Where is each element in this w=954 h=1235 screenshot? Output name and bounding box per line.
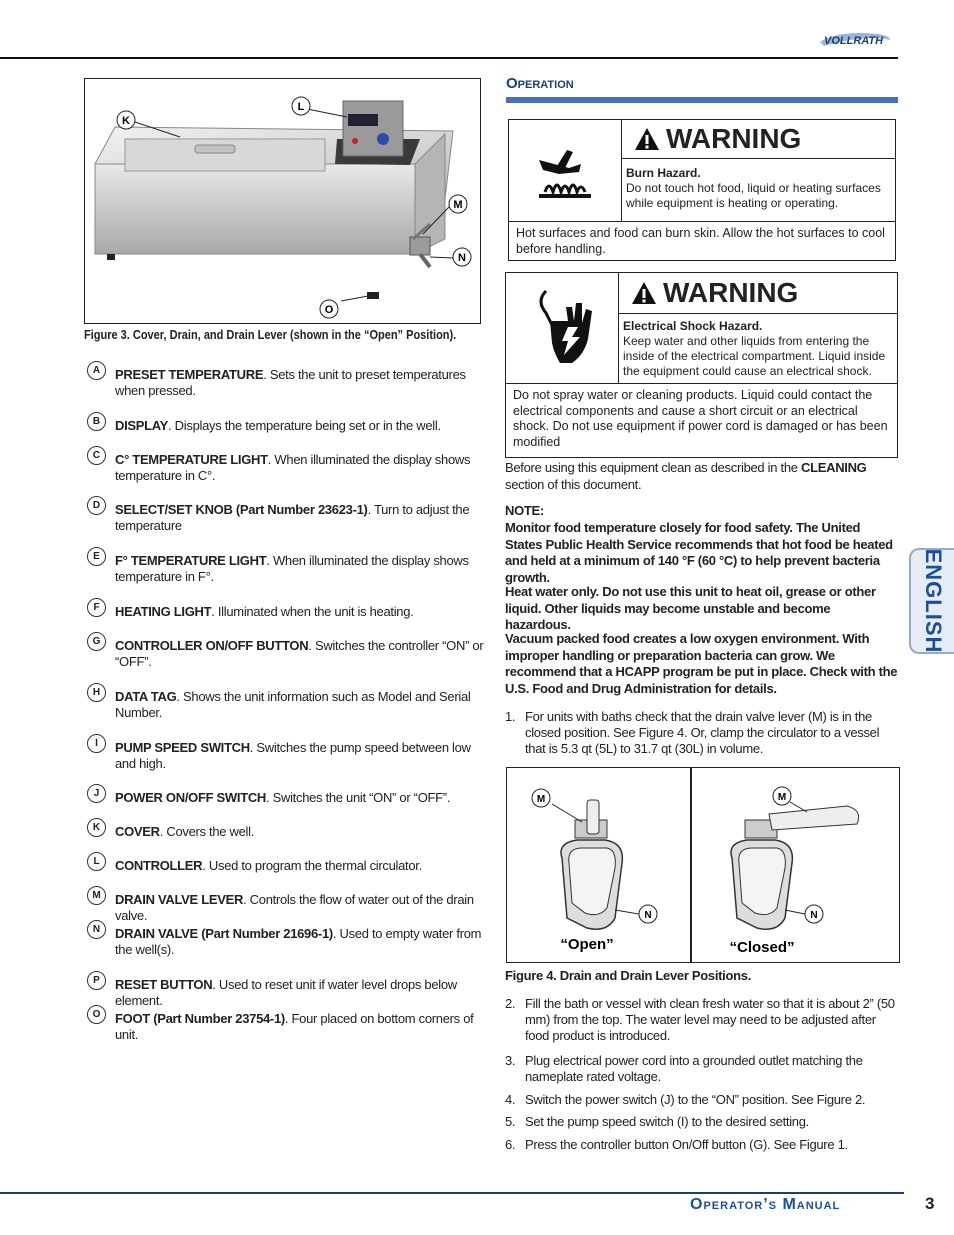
callout-m	[449, 195, 467, 213]
footer-manual-title: Operator’s Manual	[690, 1196, 841, 1213]
warning-detail: Do not spray water or cleaning products. Liquid could contact the electrical components and cause a short circuit or an electrical shock. Do not use equipment if power cord is damaged or has been modified	[506, 383, 897, 454]
svg-text:M: M	[453, 199, 463, 211]
legend-badge: J	[87, 784, 106, 803]
callout-o	[320, 300, 338, 318]
legend-term: DRAIN VALVE LEVER	[115, 892, 244, 907]
svg-text:L: L	[297, 101, 305, 113]
legend-term: PUMP SPEED SWITCH	[115, 740, 250, 755]
burn-hazard-icon	[509, 120, 621, 221]
electrical-warning-box	[505, 272, 898, 458]
legend-badge: I	[87, 734, 106, 753]
legend-term: C° TEMPERATURE LIGHT	[115, 452, 268, 467]
legend-desc: . Sets the unit to preset temperatures when pressed.	[115, 367, 466, 398]
legend-desc: . When illuminated the display shows temperature in C°.	[115, 452, 471, 483]
burn-hazard-icon-cell	[509, 120, 622, 221]
burn-warning-box	[508, 119, 896, 261]
shock-hazard-icon-cell	[506, 273, 619, 383]
legend-badge: E	[87, 547, 106, 566]
legend-term: DISPLAY	[115, 418, 169, 433]
note-label: NOTE:	[505, 503, 544, 518]
legend-desc: . Switches the unit “ON” or “OFF”.	[266, 790, 451, 805]
legend-badge: N	[87, 920, 106, 939]
warning-title: WARNING	[663, 277, 799, 308]
legend-badge: O	[87, 1005, 106, 1024]
svg-text:O: O	[324, 304, 334, 316]
figure-4-illustration	[506, 767, 900, 963]
legend-desc: . Shows the unit information such as Model and Serial Number.	[115, 689, 471, 720]
intro-paragraph: Before using this equipment clean as described in the CLEANING section of this document.	[505, 460, 867, 492]
legend-term: FOOT (Part Number 23754-1)	[115, 1011, 285, 1026]
warning-triangle-icon	[631, 281, 657, 305]
legend-term: RESET BUTTON	[115, 977, 213, 992]
warning-triangle-icon	[634, 127, 660, 151]
warning-detail: Hot surfaces and food can burn skin. Allow the hot surfaces to cool before handling.	[509, 221, 895, 261]
legend-badge: P	[87, 971, 106, 990]
legend-term: CONTROLLER	[115, 858, 203, 873]
legend-desc: . When illuminated the display shows temperature in F°.	[115, 553, 469, 584]
legend-badge: G	[87, 632, 106, 651]
svg-text:M: M	[777, 792, 787, 803]
legend-badge: D	[87, 496, 106, 515]
svg-text:N: N	[644, 910, 652, 921]
callout-n-open	[639, 905, 657, 923]
callout-n-closed	[805, 905, 823, 923]
valve-open	[552, 800, 639, 929]
svg-text:VOLLRATH: VOLLRATH	[824, 35, 884, 47]
note-vacuum-packed: Vacuum packed food creates a low oxygen environment. With improper handling or preparation bacteria can grow. We recommend that a HCAPP program be put in place. Check with the U.S. Food and Drug Administration for details.	[505, 631, 898, 696]
callout-l	[292, 97, 310, 115]
warning-header	[619, 273, 897, 314]
language-tab-english[interactable]: ENGLISH	[909, 548, 954, 654]
legend-desc: . Switches the controller “ON” or “OFF”.	[115, 638, 484, 669]
legend-term: COVER	[115, 824, 160, 839]
legend-term: DATA TAG	[115, 689, 177, 704]
legend-badge: M	[87, 886, 106, 905]
closed-label: “Closed”	[729, 939, 795, 956]
legend-badge: C	[87, 446, 106, 465]
hazard-title: Electrical Shock Hazard.	[623, 319, 763, 333]
footer-rule	[0, 1192, 904, 1194]
callout-k	[117, 111, 135, 129]
legend-term: PRESET TEMPERATURE	[115, 367, 264, 382]
warning-header	[622, 120, 895, 159]
page-number: 3	[925, 1194, 935, 1213]
heading-bar	[506, 97, 898, 103]
legend-badge: B	[87, 412, 106, 431]
header-rule	[0, 57, 898, 59]
note-heat-water-only: Heat water only. Do not use this unit to heat oil, grease or other liquid. Other liquids may become unstable and become hazardous.	[505, 584, 876, 632]
legend-badge: F	[87, 598, 106, 617]
electric-shock-icon	[506, 273, 618, 383]
svg-text:N: N	[810, 910, 818, 921]
figure-3-caption: Figure 3. Cover, Drain, and Drain Lever (shown in the “Open” Position).	[84, 328, 457, 342]
legend-term: POWER ON/OFF SWITCH	[115, 790, 267, 805]
svg-text:M: M	[536, 794, 546, 805]
callout-m-open	[532, 789, 550, 807]
legend-desc: . Used to reset unit if water level drops below element.	[115, 977, 457, 1008]
legend-term: F° TEMPERATURE LIGHT	[115, 553, 267, 568]
legend-badge: A	[87, 361, 106, 380]
hazard-text: Keep water and other liquids from entering the inside of the electrical compartment. Liquid inside the equipment could cause an electrical shock.	[623, 334, 886, 378]
legend-desc: . Four placed on bottom corners of unit.	[115, 1011, 474, 1042]
legend-desc: . Switches the pump speed between low and high.	[115, 740, 471, 771]
legend-desc: . Used to program the thermal circulator.	[202, 858, 422, 873]
hazard-text: Do not touch hot food, liquid or heating surfaces while equipment is heating or operating.	[626, 181, 881, 210]
legend-desc: . Covers the well.	[159, 824, 255, 839]
legend-term: CONTROLLER ON/OFF BUTTON	[115, 638, 309, 653]
callout-n	[453, 248, 471, 266]
note-food-temperature: Monitor food temperature closely for food safety. The United States Public Health Service recommends that hot food be heated and held at a minimum of 140 °F (60 °C) to help prevent bacteria growth.	[505, 520, 893, 585]
figure-3-illustration	[84, 78, 481, 324]
figure-4-caption: Figure 4. Drain and Drain Lever Positions.	[505, 968, 752, 983]
hazard-title: Burn Hazard.	[626, 166, 701, 180]
callout-m-closed	[773, 787, 791, 805]
legend-desc: . Illuminated when the unit is heating.	[211, 604, 414, 619]
svg-text:N: N	[458, 252, 466, 264]
valve-closed	[731, 802, 859, 929]
svg-text:K: K	[122, 115, 130, 127]
open-label: “Open”	[560, 936, 614, 953]
legend-desc: . Displays the temperature being set or in the well.	[168, 418, 441, 433]
operation-heading: Operation	[506, 75, 574, 92]
legend-badge: K	[87, 818, 106, 837]
legend-term: DRAIN VALVE (Part Number 21696-1)	[115, 926, 333, 941]
legend-term: SELECT/SET KNOB (Part Number 23623-1)	[115, 502, 368, 517]
legend-badge: L	[87, 852, 106, 871]
legend-term: HEATING LIGHT	[115, 604, 212, 619]
vollrath-logo	[818, 28, 892, 50]
legend-badge: H	[87, 683, 106, 702]
warning-title: WARNING	[666, 123, 802, 154]
legend-desc: . Used to empty water from the well(s).	[115, 926, 482, 957]
legend-desc: . Turn to adjust the temperature	[115, 502, 470, 533]
legend-desc: . Controls the flow of water out of the drain valve.	[115, 892, 474, 923]
